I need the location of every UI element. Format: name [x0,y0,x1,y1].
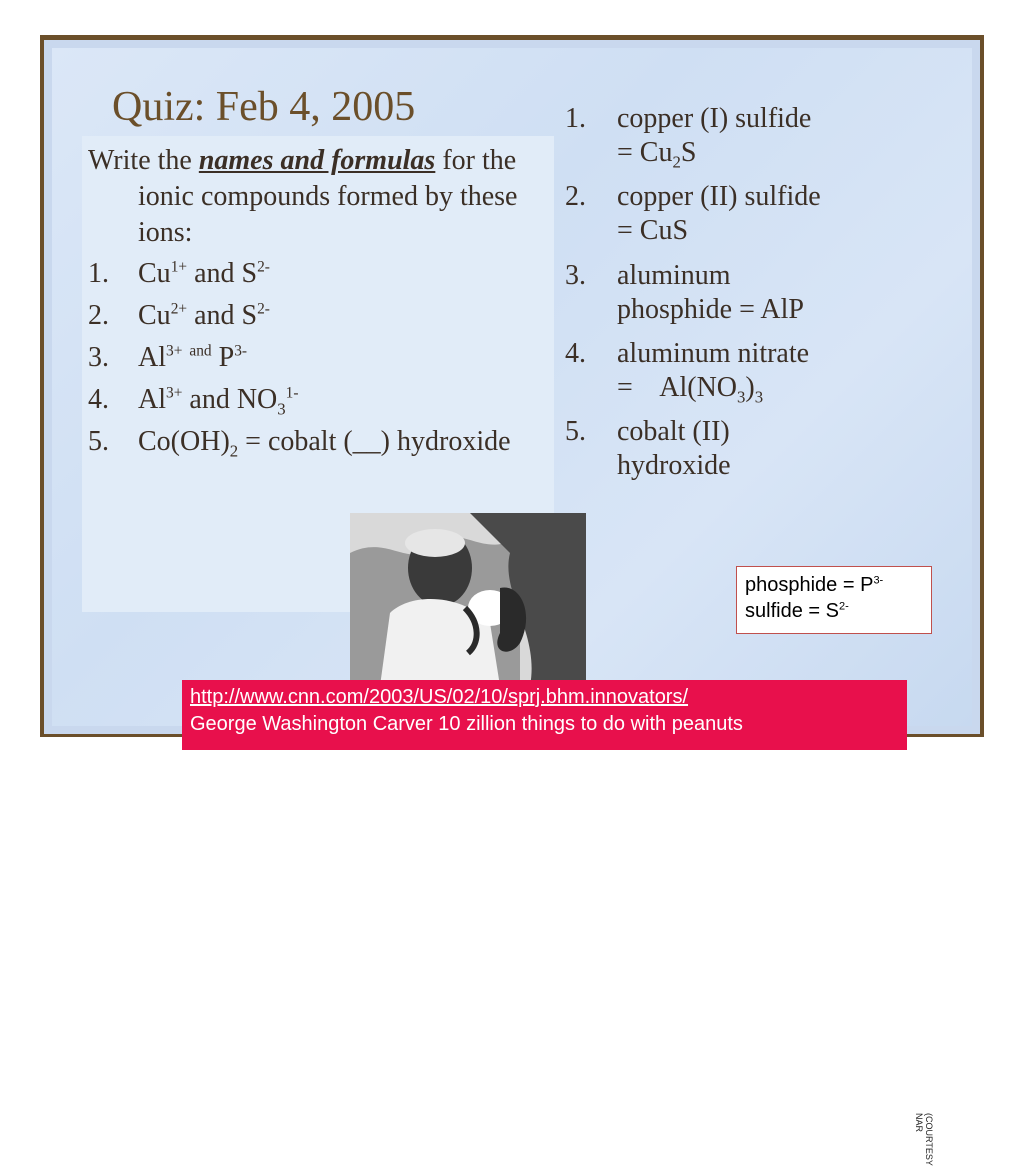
photo-credit: (COURTESY NAR [914,1113,934,1166]
link-caption-box [182,680,907,750]
question-item: 4. $Al^{3+}$ and $NO_3^{1-}$ [88,383,299,419]
answer-item: 4. aluminum nitrate = $Al(NO_3)_3$ [565,337,810,407]
link-caption: George Washington Carver 10 zillion things to do with peanuts [190,713,743,735]
answers-text [565,102,905,494]
answer-item: 3. aluminum phosphide = AlP [565,259,804,325]
legend-phosphide: phosphide = $P^{3-}$ [745,574,884,596]
answer-item: 5. cobalt (II) hydroxide [565,416,731,482]
question-text [88,143,548,466]
source-link[interactable]: http://www.cnn.com/2003/US/02/10/sprj.bhm.innovators/ [190,686,689,708]
question-item: 5. $Co(OH)_2$ = cobalt (__) hydroxide [88,425,511,461]
question-item: 2. $Cu^{2+}$ and $S^{2-}$ [88,300,270,332]
answer-item: 1. copper (I) sulfide = $Cu_2S$ [565,103,812,172]
emphasis-names-formulas: names and formulas [198,145,436,176]
answer-list [565,102,905,484]
legend-sulfide: sulfide = $S^{2-}$ [745,600,849,622]
question-list [88,256,548,459]
question-item: 3. $Al^{3+}$ $^{and}$ $P^{3-}$ [88,342,248,374]
slide-title: Quiz: Feb 4, 2005 [112,84,416,130]
photo-illustration [350,513,586,686]
ion-legend-box [736,566,932,634]
answer-item: 2. copper (II) sulfide = CuS [565,181,821,247]
question-intro: Write the names and formulas for the ionic compounds formed by these ions: [88,145,518,248]
question-item: 1. $Cu^{1+}$ and $S^{2-}$ [88,258,270,290]
